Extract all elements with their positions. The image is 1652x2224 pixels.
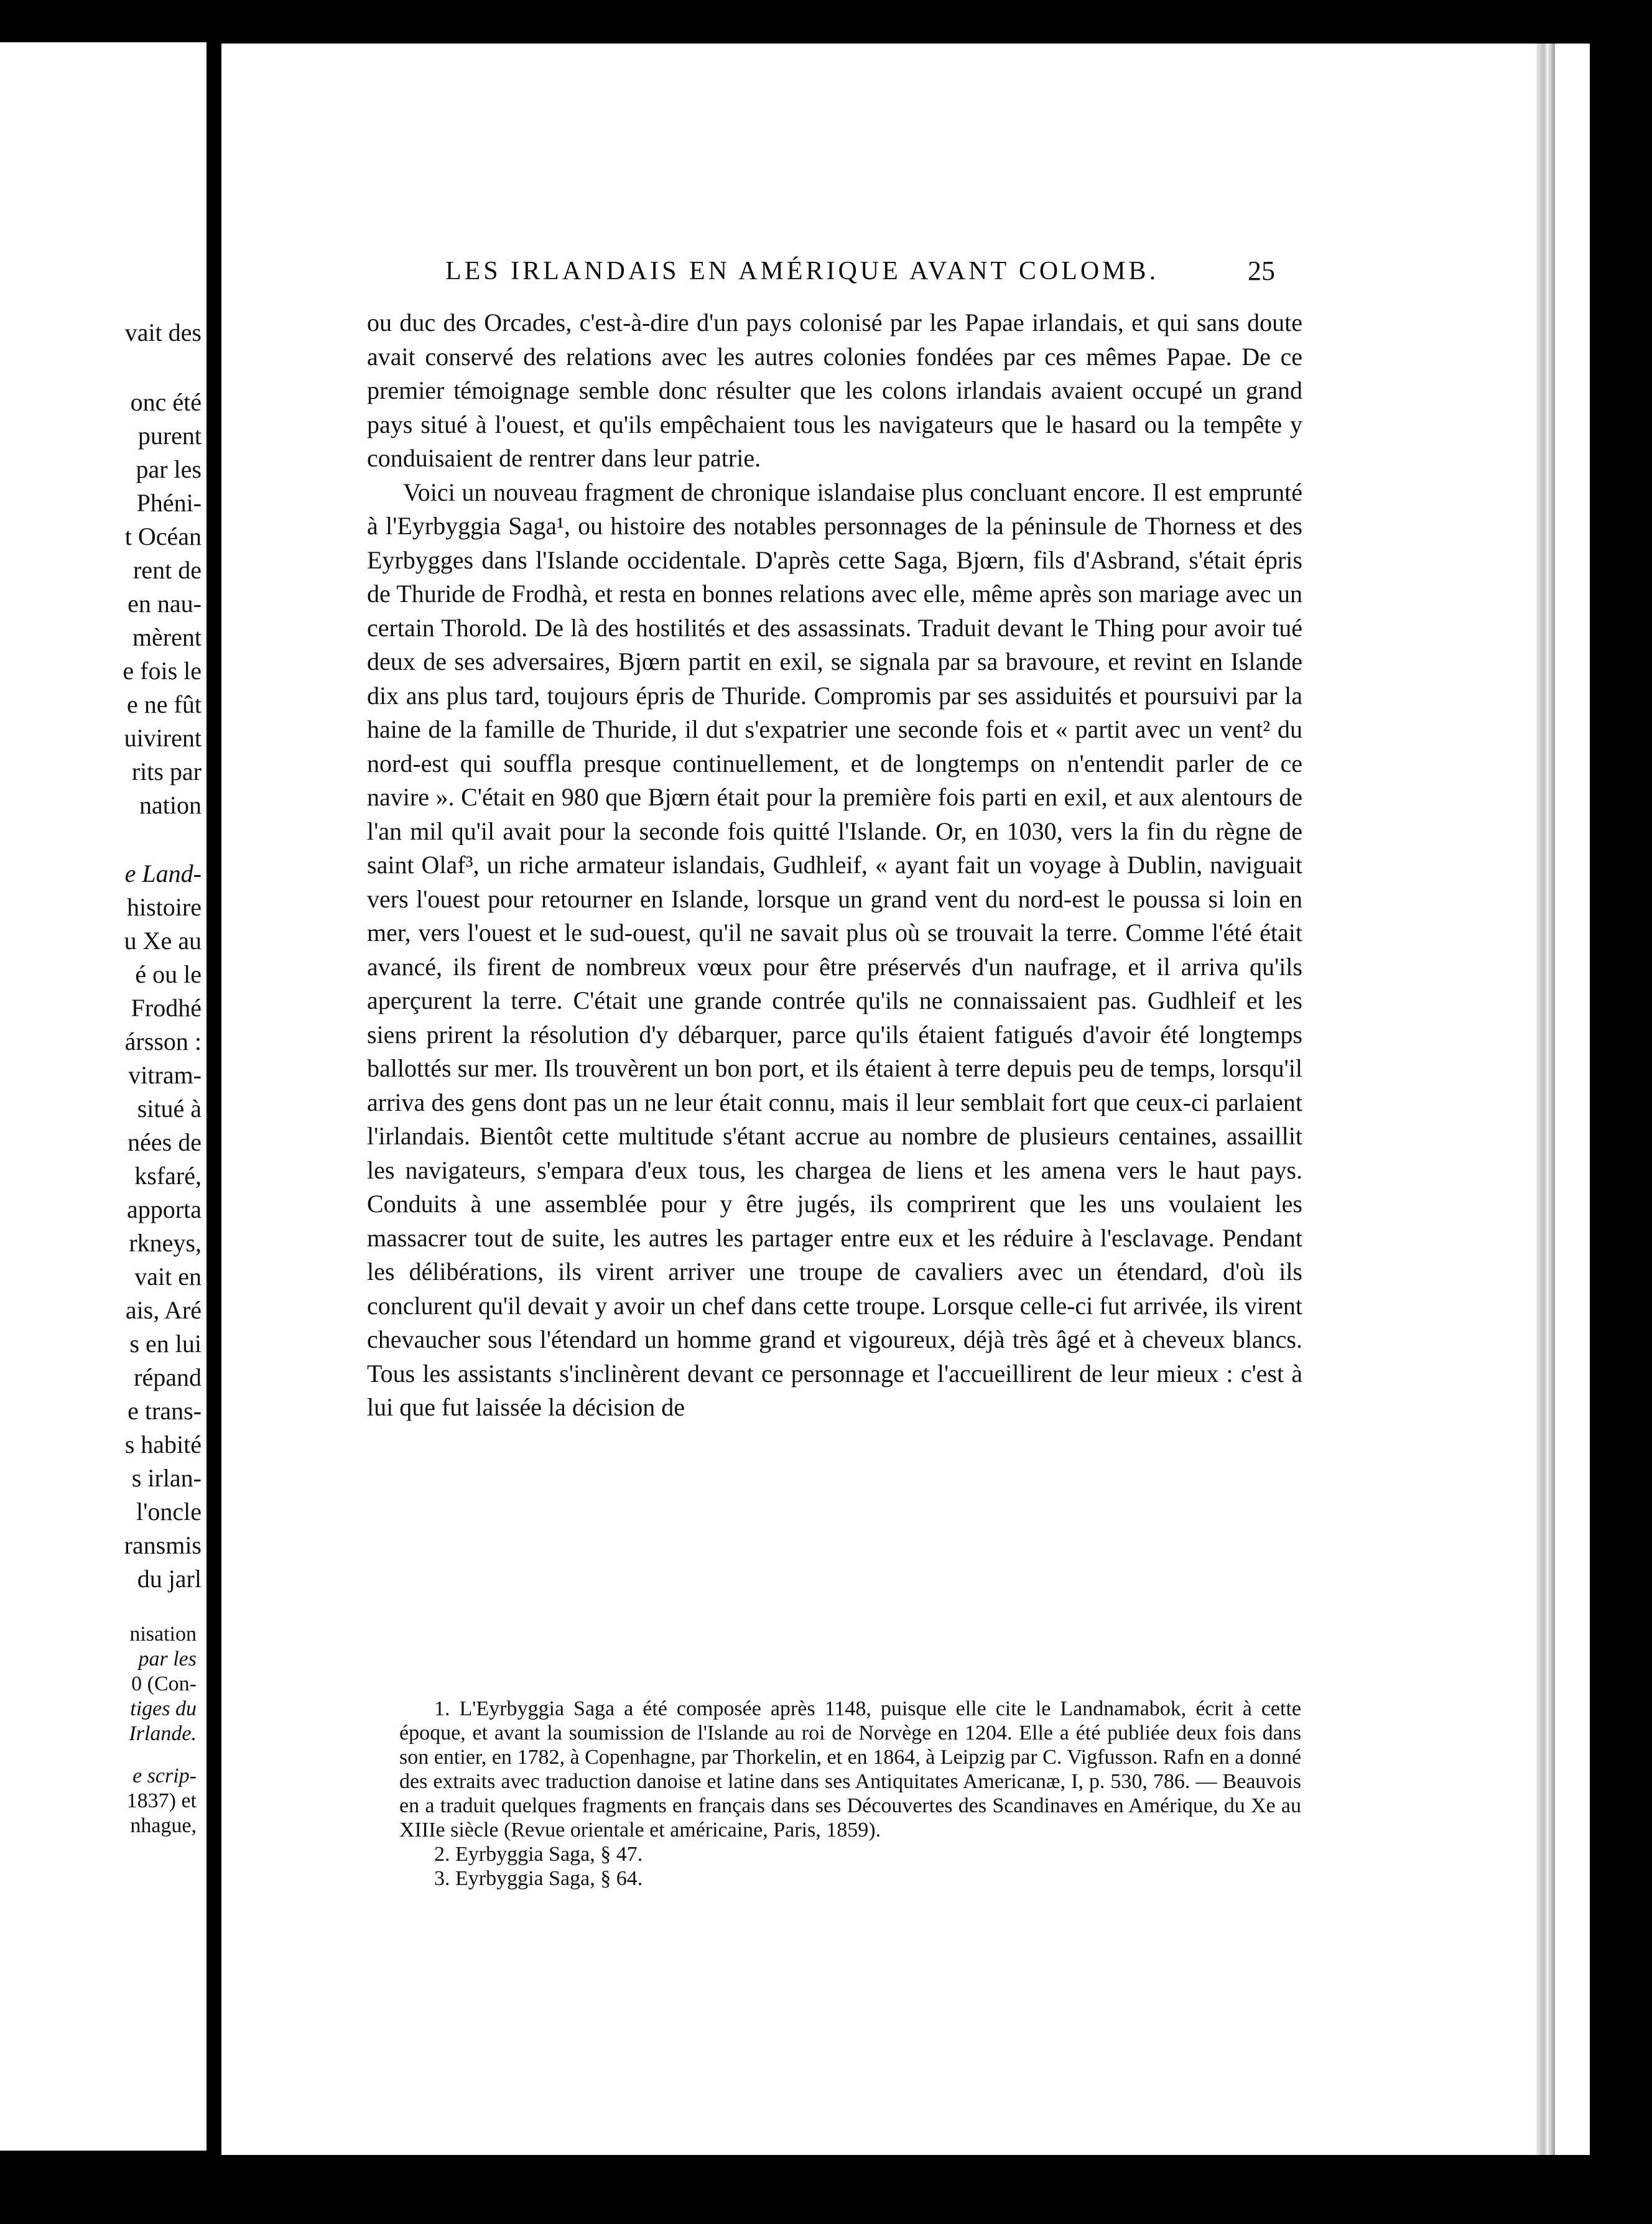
left-line: e Land-	[124, 859, 202, 887]
left-footnote-line: Irlande.	[129, 1722, 197, 1745]
left-footnote-line: tiges du	[130, 1697, 197, 1720]
left-line: l'oncle	[136, 1498, 202, 1526]
right-page	[221, 44, 1590, 2155]
left-footnote-line: nisation	[129, 1623, 197, 1646]
left-line: répand	[134, 1363, 202, 1391]
left-line: ksfaré,	[134, 1162, 202, 1190]
left-line: nées de	[128, 1128, 202, 1156]
left-footnote-line: nhague,	[130, 1814, 197, 1837]
left-line: onc été	[130, 388, 202, 416]
left-line: s en lui	[129, 1330, 202, 1358]
left-line: purent	[137, 422, 202, 450]
left-line: vait en	[134, 1263, 202, 1290]
left-line: s irlan-	[131, 1464, 202, 1492]
footnote: 1. L'Eyrbyggia Saga a été composée après 1148, puisque elle cite le Landnamabok, écrit à cette époque, et avant la soumission de l'Islande au roi de Norvège en 1204. Elle a été publiée deux fois dans son entier, en 1782, à Copenhagne, par Thorkelin, et en 1864, à Leipzig par C. Vigfusson. Rafn en a donné des extraits avec traduction danoise et latine dans ses Antiquitates Americanæ, I, p. 530, 786. — Beauvois en a traduit quelques fragments en français dans ses Découvertes des Scandinaves en Amérique, du Xe au XIIIe siècle (Revue orientale et américaine, Paris, 1859).	[399, 1697, 1301, 1842]
left-line: s habité	[124, 1430, 202, 1458]
left-line: en nau-	[128, 590, 202, 618]
left-line: vait des	[124, 318, 202, 346]
left-line: ársson :	[124, 1027, 202, 1055]
left-line: e ne fût	[127, 690, 202, 718]
left-line: rits par	[131, 758, 202, 785]
left-footnote-line: 0 (Con-	[131, 1672, 197, 1695]
left-line: uivirent	[124, 724, 202, 752]
left-line: vitram-	[128, 1061, 202, 1089]
left-line: ransmis	[124, 1531, 202, 1559]
left-line: histoire	[127, 893, 202, 921]
left-line: Frodhé	[131, 994, 202, 1022]
main-text	[367, 306, 1302, 1425]
footnote: 3. Eyrbyggia Saga, § 64.	[434, 1867, 643, 1890]
left-line: u Xe au	[124, 927, 202, 955]
left-footnote-line: par les	[138, 1647, 197, 1670]
page-edge	[1536, 44, 1555, 2155]
footnote: 2. Eyrbyggia Saga, § 47.	[434, 1843, 643, 1866]
running-title: LES IRLANDAIS EN AMÉRIQUE AVANT COLOMB.	[445, 257, 1159, 285]
page-number: 25	[1248, 256, 1275, 286]
left-line: par les	[136, 455, 202, 483]
left-line: t Océan	[124, 522, 202, 550]
paragraph: ou duc des Orcades, c'est-à-dire d'un pays colonisé par les Papae irlandais, et qui sans doute avait conservé des relations avec les autres colonies fondées par ces mêmes Papae. De ce premier témoignage semble donc résulter que les colons irlandais avaient occupé un grand pays situé à l'ouest, et qu'ils empêchaient tous les navigateurs que le hasard ou la tempête y conduisaient de rentrer dans leur patrie.	[367, 308, 1302, 472]
left-line: ais, Aré	[125, 1296, 202, 1324]
footnotes	[399, 1697, 1301, 1891]
left-footnote-line: 1837) et	[126, 1789, 197, 1812]
left-page-fragment	[0, 42, 206, 2151]
left-line: mèrent	[132, 623, 202, 651]
left-line: apporta	[127, 1195, 202, 1223]
paragraph: Voici un nouveau fragment de chronique islandaise plus concluant encore. Il est emprunté à l'Eyrbyggia Saga¹, ou histoire des notables personnages de la péninsule de Thorness et des Eyrbygges dans l'Islande occidentale. D'après cette Saga, Bjœrn, fils d'Asbrand, s'était épris de Thuride de Frodhà, et resta en bonnes relations avec elle, même après son mariage avec un certain Thorold. De là des hostilités et des assassinats. Traduit devant le Thing pour avoir tué deux de ses adversaires, Bjœrn partit en exil, se signala par sa bravoure, et revint en Islande dix ans plus tard, toujours épris de Thuride. Compromis par ses assiduités et poursuivi par la haine de la famille de Thuride, il dut s'expatrier une seconde fois et « partit avec un vent² du nord-est qui souffla presque continuellement, et de longtemps on n'entendit parler de ce navire ». C'était en 980 que Bjœrn était pour la première fois parti en exil, et aux alentours de l'an mil qu'il avait pour la seconde fois quitté l'Islande. Or, en 1030, vers la fin du règne de saint Olaf³, un riche armateur islandais, Gudhleif, « ayant fait un voyage à Dublin, naviguait vers l'ouest pour retourner en Islande, lorsque un grand vent du nord-est le poussa si loin en mer, vers l'ouest et le sud-ouest, qu'il ne savait plus où se trouvait la terre. Comme l'été était avancé, ils firent de nombreux vœux pour être préservés d'un naufrage, et il arriva qu'ils aperçurent la terre. C'était une grande contrée qu'ils ne connaissaient pas. Gudhleif et les siens prirent la résolution d'y débarquer, parce qu'ils étaient fatigués d'avoir été longtemps ballottés sur mer. Ils trouvèrent un bon port, et ils étaient à terre depuis peu de temps, lorsqu'il arriva des gens dont pas un ne leur était connu, mais il leur semblait fort que ceux-ci parlaient l'irlandais. Bientôt cette multitude s'étant accrue au nombre de plusieurs centaines, assaillit les navigateurs, s'empara d'eux tous, les chargea de liens et les amena vers le haut pays. Conduits à une assemblée pour y être jugés, ils comprirent que les uns voulaient les massacrer tout de suite, les autres les partager entre eux et les réduire à l'esclavage. Pendant les délibérations, ils virent arriver une troupe de cavaliers avec un étendard, d'où ils conclurent qu'il devait y avoir un chef dans cette troupe. Lorsque celle-ci fut arrivée, ils virent chevaucher sous l'étendard un homme grand et vigoureux, déjà très âgé et à cheveux blancs. Tous les assistants s'inclinèrent devant ce personnage et l'accueillirent de leur mieux : c'est à lui que fut laissée la décision de	[367, 478, 1302, 1421]
left-line: Phéni-	[136, 489, 202, 517]
left-line: rent de	[133, 556, 202, 584]
book-gutter	[206, 37, 221, 2164]
left-line: rkneys,	[129, 1229, 202, 1257]
left-line: e fois le	[123, 657, 202, 685]
left-line: e trans-	[128, 1397, 202, 1425]
left-footnote-line: e scrip-	[132, 1764, 197, 1787]
left-line: é ou le	[135, 960, 202, 988]
left-line: situé à	[137, 1095, 202, 1123]
left-line: nation	[139, 791, 202, 819]
left-line: du jarl	[137, 1565, 202, 1593]
